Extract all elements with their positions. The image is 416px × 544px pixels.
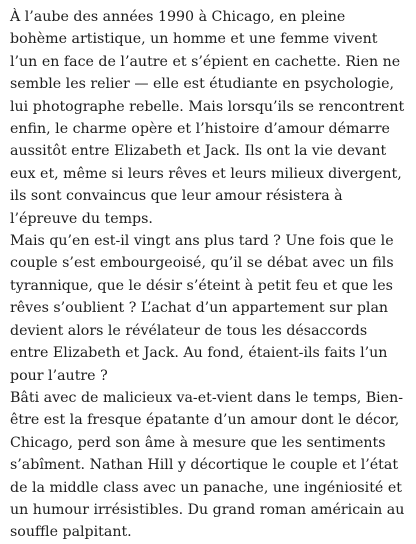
paragraph-intro: À l’aube des années 1990 à Chicago, en pleine bohème artistique, un homme et une femme vivent l’un en face de l’autre et s’épient en cachette. Rien ne semble les relier — elle est étudiante en psychologie, lui photographe rebelle. Mais lorsqu’ils se rencontrent enfin, le charme opère et l’histoire d’amour démarre aussitôt entre Elizabeth et Jack. Ils ont la vie devant eux et, même si leurs rêves et leurs milieux divergent, ils sont convaincus que leur amour résistera à l’épreuve du temps.	[10, 9, 405, 227]
paragraph-review: Bâti avec de malicieux va-et-vient dans le temps, Bien-être est la fresque épatante d’un amour dont le décor, Chicago, perd son âme à mesure que les sentiments s’abîment. Nathan Hill y décortique le couple et l’état de la middle class avec un panache, une ingéniosité et un humour irrésistibles. Du grand roman américain au souffle palpitant.	[10, 389, 405, 541]
paragraph-twenty-years-later: Mais qu’en est-il vingt ans plus tard ? Une fois que le couple s’est embourgeoisé, qu’il se débat avec un fils tyrannique, que le désir s’éteint à petit feu et que les rêves s’oublient ? L’achat d’un appartement sur plan devient alors le révélateur de tous les désaccords entre Elizabeth et Jack. Au fond, étaient-ils faits l’un pour l’autre ?	[10, 233, 394, 384]
